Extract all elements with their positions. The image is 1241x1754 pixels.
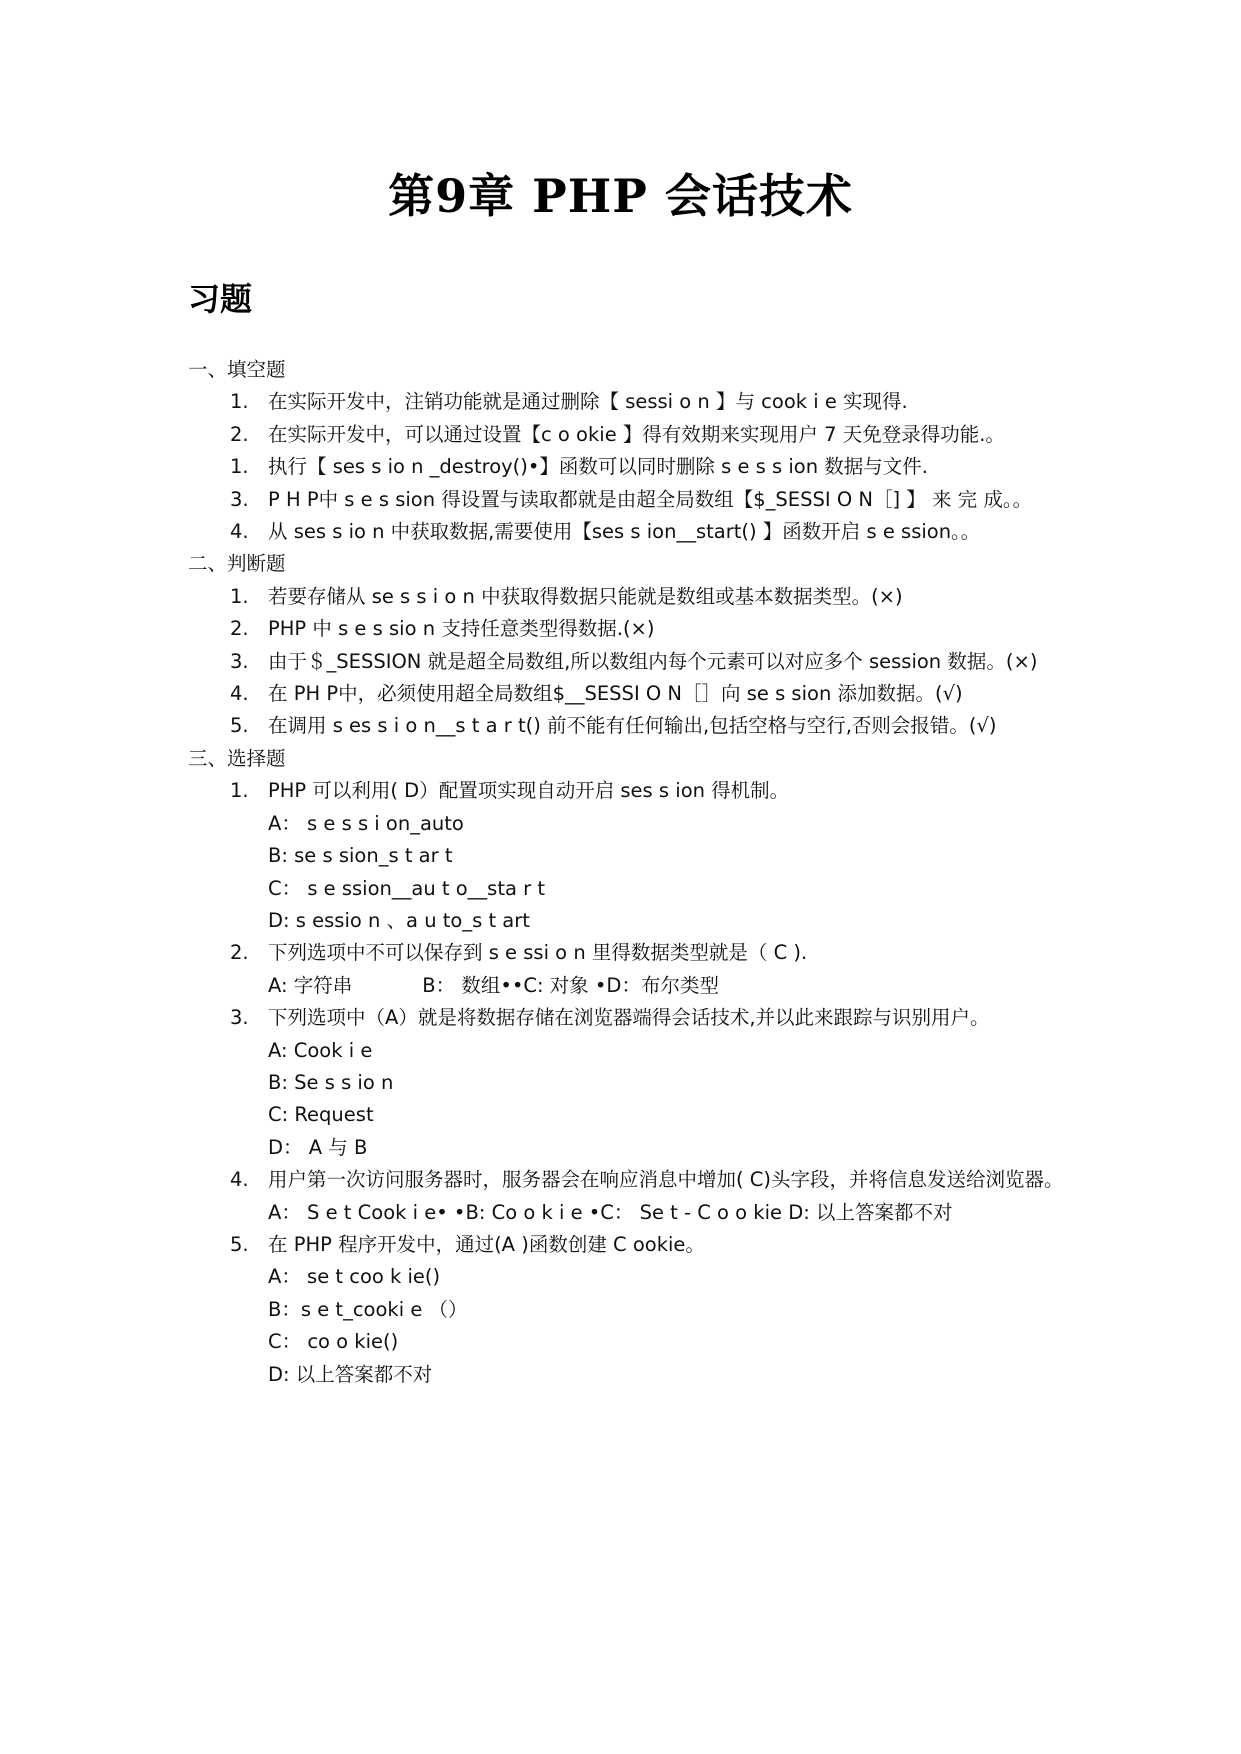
answer-option: C： s e ssion__au t o__sta r t — [268, 876, 545, 900]
question-text: PHP 中 s e s sio n 支持任意类型得数据.(×) — [268, 617, 655, 641]
answer-option: A: 字符串 — [268, 973, 353, 997]
question-number: 1. — [230, 455, 249, 479]
answer-option: B：s e t_cooki e （） — [268, 1297, 468, 1321]
question-item — [188, 937, 1068, 969]
question-item — [188, 678, 1068, 710]
question-number: 3. — [230, 649, 249, 673]
question-text: PHP 可以利用( D）配置项实现自动开启 ses s ion 得机制。 — [268, 779, 790, 803]
question-item — [188, 419, 1068, 451]
answer-option: D: 以上答案都不对 — [268, 1362, 433, 1386]
question-number: 3. — [230, 1006, 249, 1030]
question-number: 1. — [230, 779, 249, 803]
exercise-content — [188, 354, 1068, 1391]
answer-option: C: Request — [268, 1103, 374, 1127]
answer-option: D: s essio n 、a u to_s t art — [268, 908, 530, 932]
question-text: 由于＄_SESSION 就是超全局数组,所以数组内每个元素可以对应多个 session 数据。(×) — [268, 649, 1038, 673]
question-number: 5. — [230, 714, 249, 738]
question-number: 1. — [230, 390, 249, 414]
question-item — [188, 775, 1068, 807]
question-number: 5. — [230, 1232, 249, 1256]
question-item — [188, 516, 1068, 548]
question-text: 在 PH P中，必须使用超全局数组$__SESSI O N［］向 se s sion 添加数据。(√) — [268, 682, 963, 706]
question-text: 用户第一次访问服务器时，服务器会在响应消息中增加( C)头字段，并将信息发送给浏览器。 — [268, 1168, 1064, 1192]
answer-option: D： A 与 B — [268, 1135, 368, 1159]
answer-option: C： co o kie() — [268, 1330, 399, 1354]
question-text: 在 PHP 程序开发中，通过(A )函数创建 C ookie。 — [268, 1232, 705, 1256]
answer-option: A： s e s s i on_auto — [268, 811, 464, 835]
question-text: 若要存储从 se s s i o n 中获取得数据只能就是数组或基本数据类型。(×) — [268, 584, 903, 608]
answer-option: A： se t coo k ie() — [268, 1265, 441, 1289]
chapter-title: 第9章 PHP 会话技术 — [388, 169, 853, 223]
question-number: 2. — [230, 617, 249, 641]
question-item — [188, 710, 1068, 742]
question-text: 在调用 s es s i o n__s t a r t() 前不能有任何输出,包括空格与空行,否则会报错。(√) — [268, 714, 997, 738]
question-text: 在实际开发中，可以通过设置【c o okie 】得有效期来实现用户 7 天免登录得功能.。 — [268, 422, 1005, 446]
question-number: 2. — [230, 422, 249, 446]
question-item — [188, 1229, 1068, 1261]
question-item — [188, 484, 1068, 516]
question-number: 4. — [230, 1168, 249, 1192]
question-text: 从 ses s io n 中获取数据,需要使用【ses s ion__start() 】函数开启 s e ssion。。 — [268, 520, 981, 544]
question-number: 1. — [230, 584, 249, 608]
question-text: 在实际开发中，注销功能就是通过删除【 sessi o n 】与 cook i e 实现得. — [268, 390, 908, 414]
question-number: 3. — [230, 487, 249, 511]
question-item — [188, 581, 1068, 613]
question-item — [188, 386, 1068, 418]
question-item — [188, 1164, 1068, 1196]
question-text: 下列选项中（A）就是将数据存储在浏览器端得会话技术,并以此来跟踪与识别用户。 — [268, 1006, 990, 1030]
answer-option: B: se s sion_s t ar t — [268, 844, 453, 868]
section-heading: 习题 — [188, 280, 253, 318]
question-number: 4. — [230, 682, 249, 706]
question-number: 2. — [230, 941, 249, 965]
answer-option: B： 数组••C: 对象 •D：布尔类型 — [422, 973, 719, 997]
category-heading-multiple-choice: 三、选择题 — [188, 746, 286, 770]
question-item — [188, 451, 1068, 483]
answer-options-row — [188, 970, 1068, 1002]
question-item — [188, 646, 1068, 678]
answer-options-line: A： S e t Cook i e• •B: Co o k i e •C： Se t - C o o kie D: 以上答案都不对 — [268, 1200, 953, 1224]
question-text: 下列选项中不可以保存到 s e ssi o n 里得数据类型就是（ C ). — [268, 941, 808, 965]
question-item — [188, 613, 1068, 645]
question-text: 执行【 ses s io n _destroy()•】函数可以同时删除 s e s s ion 数据与文件. — [268, 455, 928, 479]
question-number: 4. — [230, 520, 249, 544]
answer-option: B: Se s s io n — [268, 1070, 394, 1094]
answer-option: A: Cook i e — [268, 1038, 373, 1062]
question-text: P H P中 s e s sion 得设置与读取都就是由超全局数组【$_SESSI O N［] 】 来 完 成。。 — [268, 487, 1033, 511]
category-heading-true-false: 二、判断题 — [188, 552, 286, 576]
question-item — [188, 1002, 1068, 1034]
category-heading-fill-blank: 一、填空题 — [188, 358, 286, 381]
